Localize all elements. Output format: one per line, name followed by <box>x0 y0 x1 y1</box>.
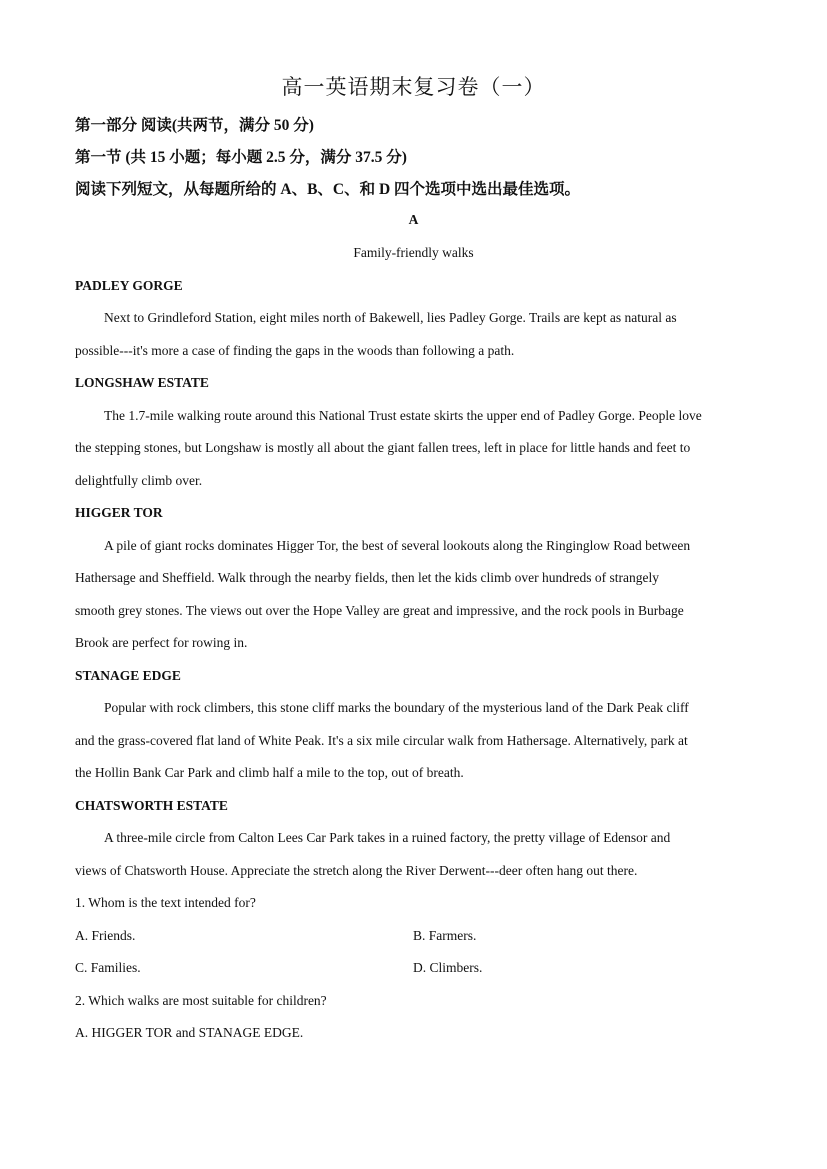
question-2-option-a: A. HIGGER TOR and STANAGE EDGE. <box>75 1025 304 1040</box>
paragraph-line: possible---it's more a case of finding the gaps in the woods than following a path. <box>75 343 515 358</box>
section-heading-longshaw-estate: LONGSHAW ESTATE <box>75 375 209 390</box>
section-heading-chatsworth-estate: CHATSWORTH ESTATE <box>75 798 228 813</box>
paragraph-line: Hathersage and Sheffield. Walk through the nearby fields, then let the kids climb over hundreds of strangely <box>75 570 660 585</box>
passage-letter: A <box>408 212 419 227</box>
paragraph-line: delightfully climb over. <box>75 473 203 488</box>
section-heading: 第一节 (共 15 小题；每小题 2.5 分，满分 37.5 分) <box>75 149 407 166</box>
section-heading-higger-tor: HIGGER TOR <box>75 505 163 520</box>
paragraph-line: and the grass-covered flat land of White Peak. It's a six mile circular walk from Hathersage. Alternatively, park at <box>75 733 688 748</box>
instructions: 阅读下列短文，从每题所给的 A、B、C、和 D 四个选项中选出最佳选项。 <box>75 181 581 198</box>
paragraph-line: Popular with rock climbers, this stone cliff marks the boundary of the mysterious land of the Dark Peak cliff <box>104 700 689 715</box>
passage-title: Family-friendly walks <box>353 245 474 260</box>
question-1-option-d: D. Climbers. <box>413 960 483 975</box>
part-heading: 第一部分 阅读(共两节，满分 50 分) <box>75 117 314 134</box>
question-1-option-a: A. Friends. <box>75 928 136 943</box>
question-2-stem: 2. Which walks are most suitable for children? <box>75 993 327 1008</box>
paragraph-line: Brook are perfect for rowing in. <box>75 635 248 650</box>
paragraph-line: The 1.7-mile walking route around this National Trust estate skirts the upper end of Padley Gorge. People love <box>104 408 702 423</box>
section-heading-stanage-edge: STANAGE EDGE <box>75 668 181 683</box>
paragraph-line: Next to Grindleford Station, eight miles north of Bakewell, lies Padley Gorge. Trails are kept as natural as <box>104 310 677 325</box>
paragraph-line: the Hollin Bank Car Park and climb half a mile to the top, out of breath. <box>75 765 464 780</box>
question-1-option-b: B. Farmers. <box>413 928 477 943</box>
question-1-stem: 1. Whom is the text intended for? <box>75 895 256 910</box>
paragraph-line: the stepping stones, but Longshaw is mostly all about the giant fallen trees, left in place for little hands and feet to <box>75 440 691 455</box>
paragraph-line: A pile of giant rocks dominates Higger Tor, the best of several lookouts along the Ringinglow Road between <box>104 538 691 553</box>
paragraph-line: smooth grey stones. The views out over the Hope Valley are great and impressive, and the rock pools in Burbage <box>75 603 684 618</box>
question-1-option-c: C. Families. <box>75 960 141 975</box>
page-title: 高一英语期末复习卷（一） <box>281 75 546 99</box>
paragraph-line: views of Chatsworth House. Appreciate the stretch along the River Derwent---deer often hang out there. <box>75 863 638 878</box>
paragraph-line: A three-mile circle from Calton Lees Car Park takes in a ruined factory, the pretty village of Edensor and <box>104 830 671 845</box>
section-heading-padley-gorge: PADLEY GORGE <box>75 278 183 293</box>
